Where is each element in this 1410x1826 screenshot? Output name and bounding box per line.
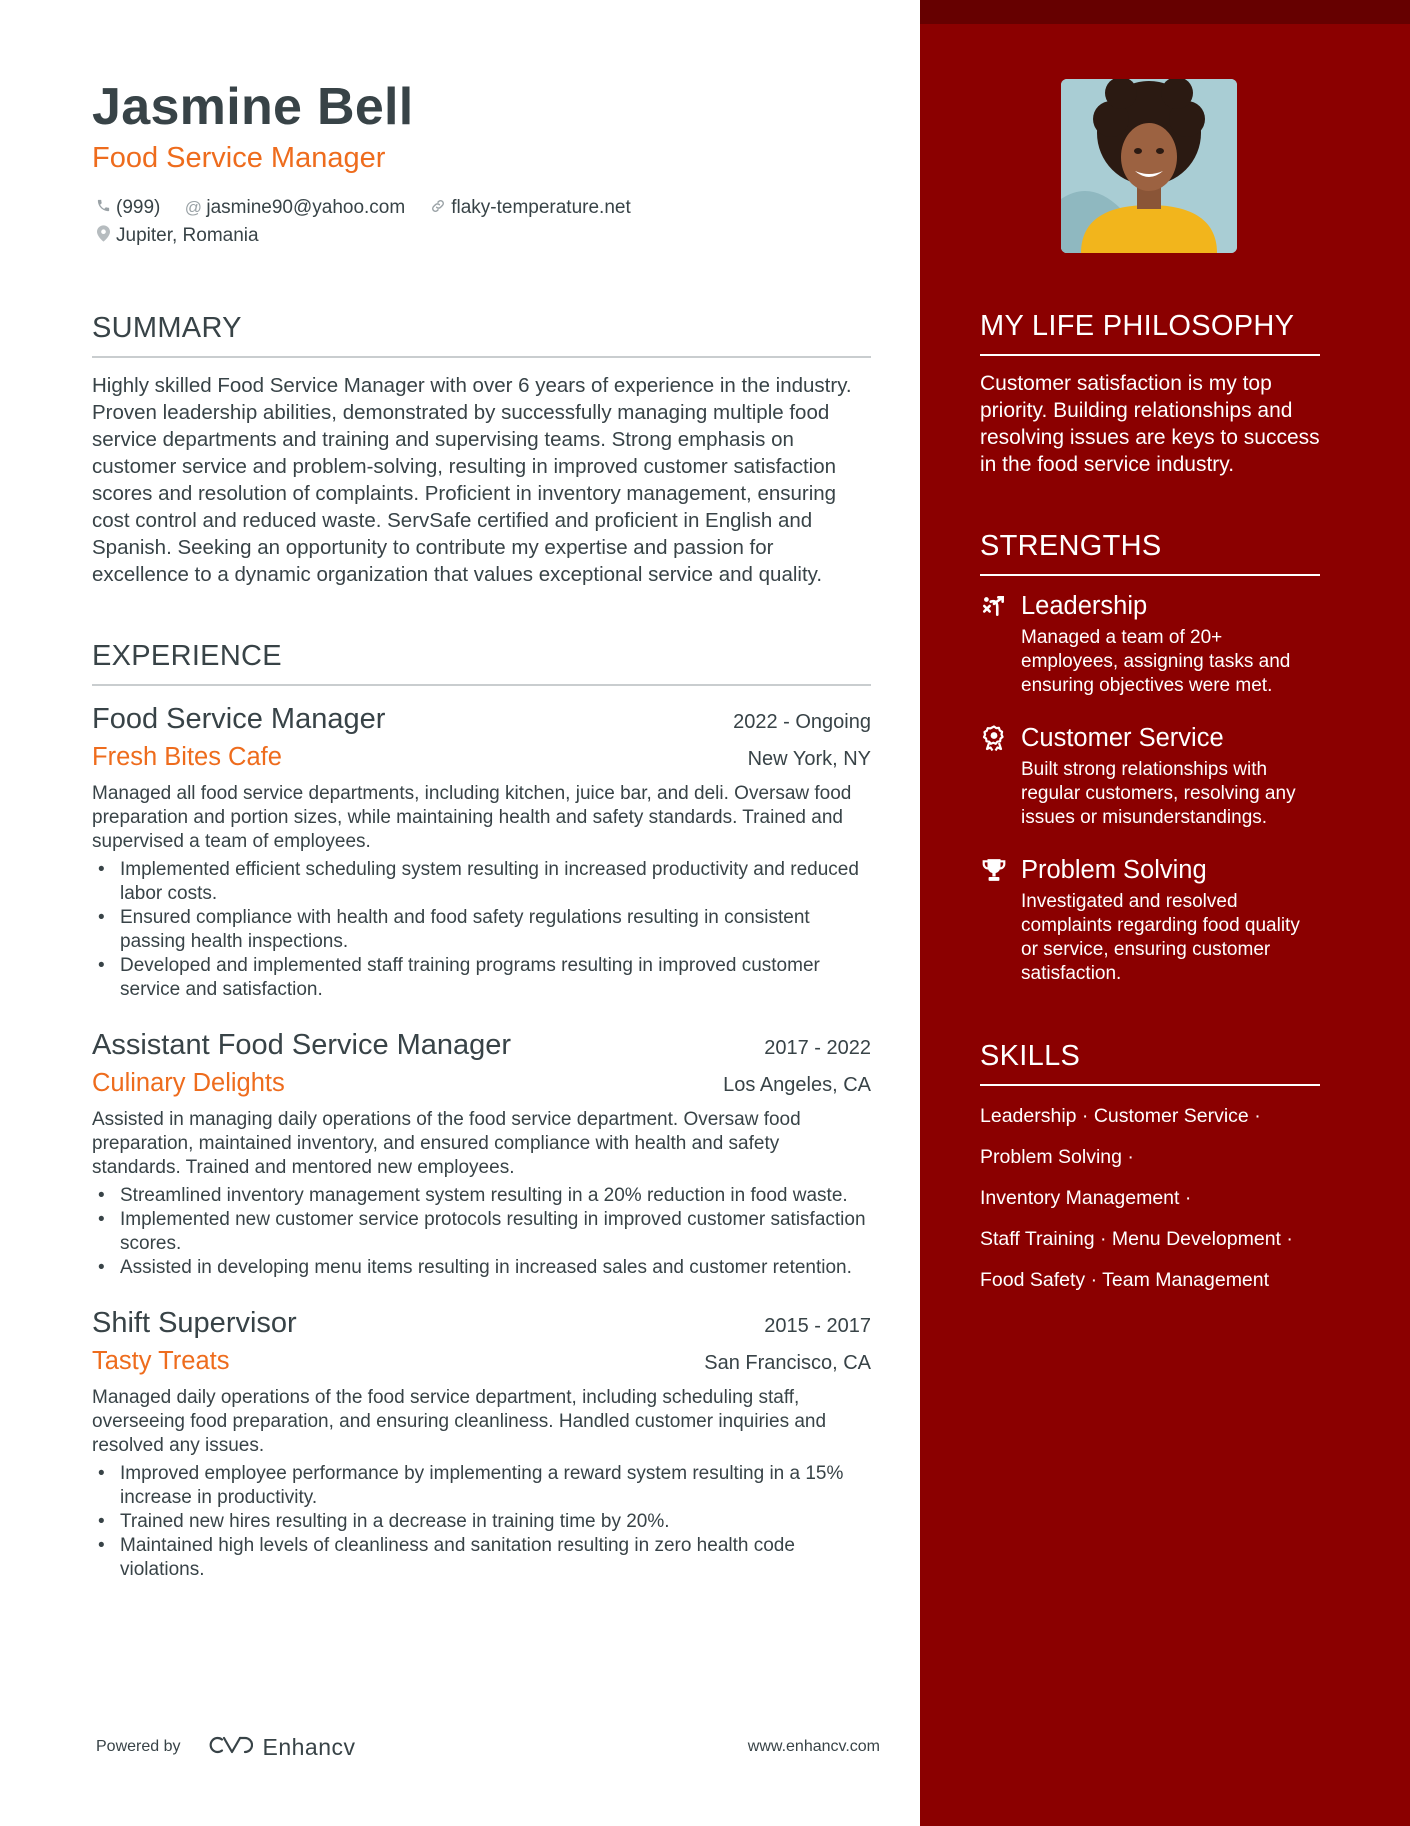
strength-name: Leadership [1021,592,1148,620]
location-text: Jupiter, Romania [116,225,259,246]
job-entry [92,1304,871,1582]
company-name: Tasty Treats [92,1347,230,1375]
strength-description: Managed a team of 20+ employees, assigning tasks and ensuring objectives were met. [1021,627,1291,696]
summary-text: Highly skilled Food Service Manager with over 6 years of experience in the industry. Proven leadership abilities, demonstrated by successfully managing multiple food service departments and training and supervising teams. Strong emphasis on customer service and problem-solving, resulting in improved customer satisfaction scores and resolution of complaints. Proficient in inventory management, ensuring cost control and reduced waste. ServSafe certified and proficient in English and Spanish. Seeking an opportunity to contribute my expertise and passion for excellence to a dynamic organization that values exceptional service and quality. [92,374,852,586]
website-text[interactable]: flaky-temperature.net [451,197,631,218]
strength-item [980,590,1320,698]
summary-heading: SUMMARY [92,310,871,358]
phone-icon [92,198,114,218]
enhancv-brand: Enhancv [262,1733,356,1760]
candidate-name: Jasmine Bell [92,78,414,136]
achievement-item: • Trained new hires resulting in a decrease in training time by 20%. [92,1510,871,1534]
strength-name: Customer Service [1021,724,1224,752]
email-contact[interactable] [182,197,405,219]
skill-line: Staff Training · Menu Development · [980,1228,1293,1250]
job-description: Assisted in managing daily operations of the food service department. Oversaw food preparation, maintained inventory, and ensured compliance with health and safety standards. Trained and mentored new employees. [92,1109,801,1178]
skills-list [980,1096,1320,1301]
strengths-section [980,528,1320,986]
location-contact [92,225,259,247]
philosophy-text: Customer satisfaction is my top priority. Building relationships and resolving issues are keys to success in the food service industry. [980,372,1320,476]
job-dates: 2017 - 2022 [764,1037,871,1059]
sidebar-top-band [920,0,1410,24]
job-title: Shift Supervisor [92,1307,297,1339]
achievement-item: • Improved employee performance by implementing a reward system resulting in a 15% increase in productivity. [92,1462,871,1510]
experience-heading: EXPERIENCE [92,638,871,686]
phone-text: (999) [116,197,161,218]
skills-heading: SKILLS [980,1038,1320,1086]
job-location: New York, NY [747,748,871,770]
powered-by-label: Powered by [96,1738,181,1755]
job-title: Food Service Manager [92,703,386,735]
job-location: San Francisco, CA [704,1352,871,1374]
location-pin-icon [92,225,114,247]
skill-line: Leadership · Customer Service · [980,1105,1261,1127]
job-title: Assistant Food Service Manager [92,1029,512,1061]
sidebar-content [980,308,1320,1301]
job-location: Los Angeles, CA [723,1074,871,1096]
job-dates: 2022 - Ongoing [733,711,871,733]
philosophy-heading: MY LIFE PHILOSOPHY [980,308,1320,356]
job-dates: 2015 - 2017 [764,1315,871,1337]
strengths-heading: STRENGTHS [980,528,1320,576]
candidate-title: Food Service Manager [92,142,386,174]
company-name: Culinary Delights [92,1069,285,1097]
achievement-item: • Implemented new customer service protocols resulting in improved customer satisfaction scores. [92,1208,871,1256]
experience-section [92,638,920,1582]
achievement-item: • Streamlined inventory management system resulting in a 20% reduction in food waste. [92,1184,871,1208]
skill-line: Food Safety · Team Management [980,1269,1270,1291]
link-icon [427,198,449,219]
powered-by [96,1733,356,1762]
email-text[interactable]: jasmine90@yahoo.com [206,197,406,218]
company-name: Fresh Bites Cafe [92,743,282,771]
trophy-icon [980,856,1008,884]
job-achievements [92,1462,871,1582]
job-description: Managed daily operations of the food service department, including scheduling staff, overseeing food preparation, and ensuring cleanliness. Handled customer inquiries and resolved any issues. [92,1387,827,1456]
achievement-item: • Implemented efficient scheduling system resulting in increased productivity and reduced labor costs. [92,858,871,906]
phone-contact [92,197,160,219]
strength-item [980,854,1320,986]
footer [96,1730,880,1764]
achievement-item: • Developed and implemented staff training programs resulting in improved customer service and satisfaction. [92,954,871,1002]
achievement-item: • Maintained high levels of cleanliness and sanitation resulting in zero health code violations. [92,1534,871,1582]
at-icon: @ [184,198,202,217]
leadership-icon [980,592,1008,620]
strength-name: Problem Solving [1021,856,1207,884]
contact-info [92,194,920,250]
achievement-item: • Ensured compliance with health and food safety regulations resulting in consistent passing health inspections. [92,906,871,954]
profile-photo [1061,79,1237,253]
achievement-item: • Assisted in developing menu items resulting in increased sales and customer retention. [92,1256,871,1280]
summary-section [92,310,920,588]
job-entry [92,700,871,1002]
strength-description: Built strong relationships with regular customers, resolving any issues or misunderstandings. [1021,759,1296,828]
skill-line: Inventory Management · [980,1187,1192,1209]
skills-section [980,1038,1320,1301]
strength-item [980,722,1320,830]
job-achievements [92,1184,871,1280]
skill-line: Problem Solving · [980,1146,1134,1168]
philosophy-section [980,308,1320,478]
award-ribbon-icon [980,724,1008,752]
job-achievements [92,858,871,1002]
footer-url[interactable]: www.enhancv.com [747,1738,880,1755]
website-contact[interactable] [427,197,631,219]
job-description: Managed all food service departments, including kitchen, juice bar, and deli. Oversaw food preparation and portion sizes, while maintaining health and safety standards. Trained and supervised a team of employees. [92,783,852,852]
sidebar [920,0,1410,1826]
strength-description: Investigated and resolved complaints regarding food quality or service, ensuring customer satisfaction. [1021,891,1300,984]
enhancv-logo-icon [207,1733,253,1762]
job-entry [92,1026,871,1280]
